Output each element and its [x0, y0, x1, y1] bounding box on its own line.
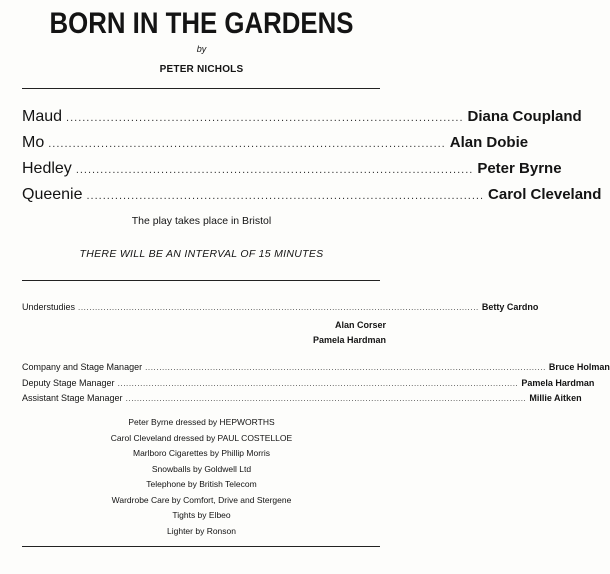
crew-role: Deputy Stage Manager: [22, 377, 115, 388]
divider-middle: [22, 280, 380, 281]
leader-dots: ..................................................................................................: [48, 138, 446, 150]
crew-role: Company and Stage Manager: [22, 362, 143, 372]
credit-line: Tights by Elbeo: [172, 510, 231, 520]
credit-line: Telephone by British Telecom: [146, 479, 257, 489]
stage-management-section: [22, 362, 610, 409]
cast-row-queenie: [22, 186, 602, 212]
credit-line: Wardrobe Care by Comfort, Drive and Stergene: [111, 494, 292, 505]
leader-dots: ..............................................................................................................................................: [145, 363, 546, 372]
leader-dots: ..................................................................................................: [66, 112, 464, 124]
credit-line: Peter Byrne dressed by HEPWORTHS: [128, 417, 275, 427]
cast-role: Maud: [22, 108, 63, 125]
leader-dots: ..................................................................................................: [75, 164, 474, 176]
understudy-name: Pamela Hardman: [312, 335, 386, 345]
cast-row-maud: [22, 108, 582, 134]
credit-line: Snowballs by Goldwell Ltd: [151, 463, 252, 474]
credit-line: Carol Cleveland dressed by PAUL COSTELLOE: [110, 432, 293, 443]
cast-actor: Carol Cleveland: [488, 186, 602, 203]
by-line: by: [196, 44, 207, 54]
author-name: PETER NICHOLS: [159, 64, 244, 75]
cast-role: Mo: [22, 134, 45, 151]
understudies-section: [22, 302, 539, 349]
credit-line: Marlboro Cigarettes by Phillip Morris: [133, 448, 270, 458]
divider-top: [22, 88, 380, 89]
understudy-name: Betty Cardno: [481, 302, 539, 312]
crew-name: Millie Aitken: [529, 393, 582, 403]
setting-note: The play takes place in Bristol: [131, 215, 272, 227]
crew-row: [22, 362, 610, 378]
crew-name: Bruce Holman: [548, 362, 610, 372]
crew-row: [22, 377, 595, 394]
cast-actor: Alan Dobie: [449, 134, 529, 151]
crew-role: Assistant Stage Manager: [22, 393, 123, 403]
understudies-row: [22, 302, 539, 318]
understudy-name: Alan Corser: [334, 319, 386, 330]
leader-dots: ..............................................................................................................................................: [125, 394, 527, 403]
sponsor-credits: [0, 415, 403, 539]
cast-row-hedley: [22, 160, 562, 186]
leader-dots: ..............................................................................................................................................: [117, 378, 519, 388]
crew-row: [22, 393, 582, 409]
cast-role: Queenie: [22, 186, 83, 203]
leader-dots: ..............................................................................................................................................: [78, 303, 479, 312]
crew-name: Pamela Hardman: [521, 377, 595, 388]
cast-row-mo: [22, 134, 529, 160]
cast-actor: Diana Coupland: [467, 108, 582, 125]
interval-note: THERE WILL BE AN INTERVAL OF 15 MINUTES: [79, 248, 324, 260]
divider-bottom: [22, 546, 380, 547]
play-title: BORN IN THE GARDENS: [49, 7, 354, 40]
understudies-label: Understudies: [22, 302, 76, 312]
credit-line: Lighter by Ronson: [167, 525, 236, 536]
cast-actor: Peter Byrne: [477, 160, 562, 177]
cast-role: Hedley: [22, 160, 72, 177]
leader-dots: ..................................................................................................: [86, 190, 485, 202]
cast-list: [22, 108, 602, 212]
